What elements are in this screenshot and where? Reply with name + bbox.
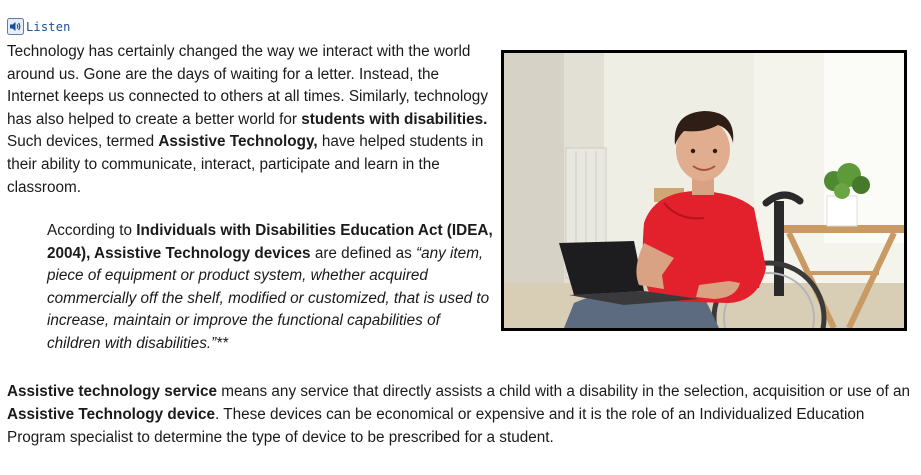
quote-text-2: are defined as	[310, 244, 417, 262]
intro-text-3: have helped students in their ability to communicate, interact, participate and learn in the classroom.	[7, 133, 484, 196]
quote-text-1: According to	[47, 222, 137, 239]
service-bold-term: Assistive technology service	[7, 383, 218, 400]
service-text-2: . These devices can be economical or expensive and it is the role of an Individualized Education Program specialist to determine the type of device to be prescribed for a student.	[7, 406, 865, 446]
speaker-icon	[7, 18, 24, 35]
service-bold-device: Assistive Technology device	[7, 406, 216, 423]
intro-bold-assistive-technology: Assistive Technology,	[158, 133, 318, 151]
intro-text-2: Such devices, termed	[7, 133, 159, 151]
student-wheelchair-photo	[501, 50, 907, 331]
intro-bold-students: students with disabilities.	[301, 110, 488, 128]
listen-button[interactable]	[7, 18, 71, 35]
intro-text-1: Technology has certainly changed the way we interact with the world around us. Gone are the days of waiting for a letter. Instead, the Internet keeps us connected to others at all times. Similarly, technology has also helped to create a better world for	[7, 43, 488, 128]
intro-paragraph	[7, 41, 493, 199]
quote-bold-idea: Individuals with Disabilities Education Act (IDEA, 2004), Assistive Technology devices	[47, 222, 493, 262]
quote-definition: “any item, piece of equipment or product system, whether acquired commercially off the shelf, modified or customized, that is used to increase, maintain or improve the functional capabilities of children with disabilities.”**	[47, 244, 490, 352]
service-text-1: means any service that directly assists a child with a disability in the selection, acquisition or use of an	[217, 383, 910, 400]
photo-illustration	[504, 53, 904, 328]
idea-quote-paragraph	[47, 220, 495, 356]
listen-label: Listen	[26, 19, 71, 34]
service-paragraph	[7, 380, 917, 449]
